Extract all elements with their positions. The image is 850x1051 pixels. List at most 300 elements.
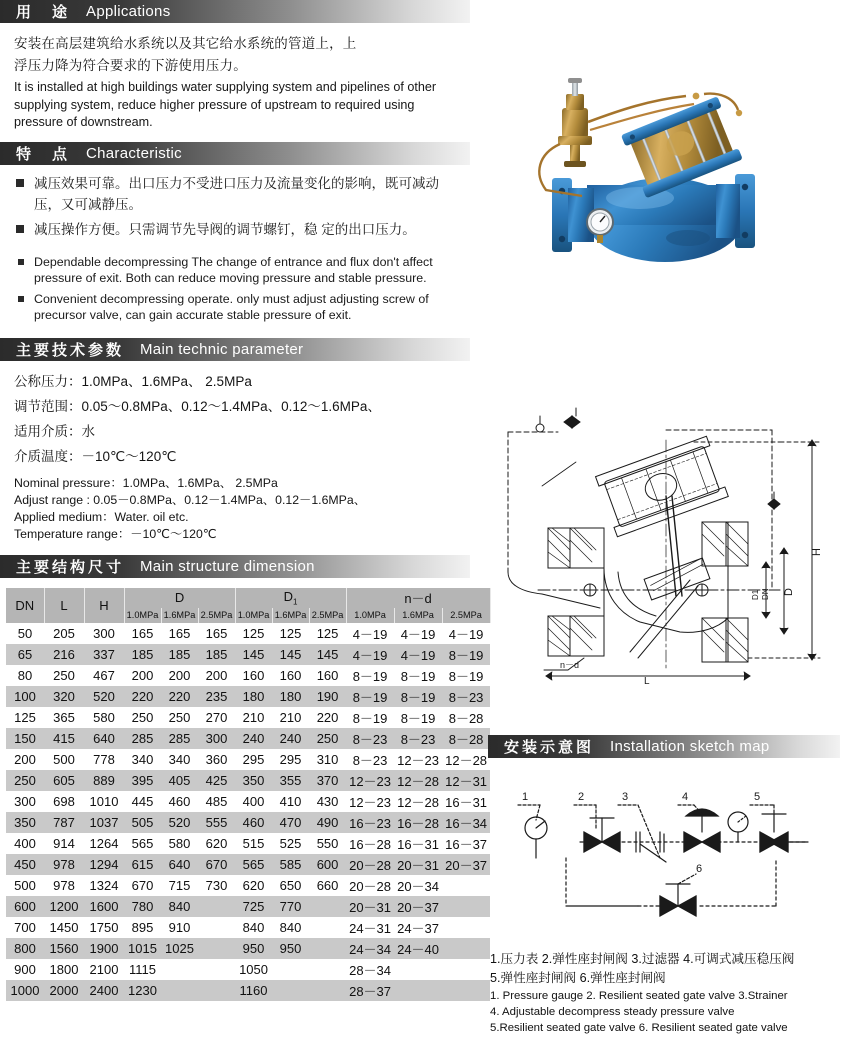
cell-d-2.5mpa: [198, 959, 235, 980]
col-header-d1-p1: 1.0MPa: [235, 608, 272, 623]
characteristic-en-list: [14, 254, 456, 324]
cell-l: 216: [44, 644, 84, 665]
cell-d-1.0mpa: 395: [124, 770, 161, 791]
col-group-d1: [235, 588, 346, 608]
characteristic-body: [0, 173, 470, 324]
cell-l: 320: [44, 686, 84, 707]
col-group-d1-base: D: [283, 588, 294, 604]
cell-d1-1.0mpa: 620: [235, 875, 272, 896]
cell-d-2.5mpa: [198, 917, 235, 938]
table-row: [6, 812, 490, 833]
cell-dn: 500: [6, 875, 44, 896]
cell-dn: 600: [6, 896, 44, 917]
cell-d-2.5mpa: 620: [198, 833, 235, 854]
table-row: [6, 854, 490, 875]
col-group-nd: n－d: [346, 588, 490, 608]
cell-d1-1.0mpa: 145: [235, 644, 272, 665]
legend-en-line2: 4. Adjustable decompress steady pressure valve: [490, 1006, 735, 1018]
section-header-applications: [0, 0, 470, 23]
cell-nd-1.0mpa: 16－23: [346, 812, 394, 833]
section-title-cn: 主要技术参数: [16, 341, 125, 359]
cell-l: 500: [44, 749, 84, 770]
cell-d-1.6mpa: 840: [161, 896, 198, 917]
cell-h: 1037: [84, 812, 124, 833]
cell-nd-2.5mpa: 8－28: [442, 728, 490, 749]
cell-d1-1.6mpa: 210: [272, 707, 309, 728]
legend-en-line1: 1. Pressure gauge 2. Resilient seated gate valve 3.Strainer: [490, 990, 788, 1002]
cell-d1-1.6mpa: 525: [272, 833, 309, 854]
table-row: [6, 980, 490, 1001]
cell-d-1.6mpa: 715: [161, 875, 198, 896]
cell-h: 520: [84, 686, 124, 707]
drawing-label-h: H: [811, 548, 823, 556]
cell-d1-1.6mpa: [272, 959, 309, 980]
cell-d-2.5mpa: 555: [198, 812, 235, 833]
cell-d-1.0mpa: 285: [124, 728, 161, 749]
table-row: [6, 791, 490, 812]
installation-sketch-diagram: [488, 770, 840, 935]
drawing-label-nd: n－d: [560, 660, 580, 670]
cell-dn: 100: [6, 686, 44, 707]
cell-l: 698: [44, 791, 84, 812]
cell-d-1.6mpa: 640: [161, 854, 198, 875]
cell-d-1.0mpa: 895: [124, 917, 161, 938]
cell-d1-1.6mpa: 180: [272, 686, 309, 707]
cell-d-1.6mpa: 460: [161, 791, 198, 812]
sketch-callout-1: 1: [522, 791, 529, 803]
cell-d1-1.6mpa: 355: [272, 770, 309, 791]
cell-dn: 65: [6, 644, 44, 665]
section-header-main-structure: [0, 555, 470, 578]
spec-row: [14, 419, 456, 444]
cell-d-1.6mpa: 220: [161, 686, 198, 707]
section-title-cn: 特 点: [16, 145, 71, 163]
cell-dn: 1000: [6, 980, 44, 1001]
cell-l: 978: [44, 854, 84, 875]
spec-en-row: Temperature range：－10℃～120℃: [14, 526, 217, 541]
cell-h: 889: [84, 770, 124, 791]
col-header-nd-p2: 1.6MPa: [394, 608, 442, 623]
cell-nd-1.0mpa: 16－28: [346, 833, 394, 854]
col-group-d1-sub: 1: [293, 597, 298, 607]
cell-nd-1.0mpa: 24－31: [346, 917, 394, 938]
cell-d1-1.6mpa: 950: [272, 938, 309, 959]
cell-nd-1.6mpa: 16－31: [394, 833, 442, 854]
characteristic-cn-list: [14, 173, 456, 240]
right-column: [470, 0, 850, 1051]
cell-nd-2.5mpa: 8－28: [442, 707, 490, 728]
cell-nd-1.6mpa: 12－28: [394, 770, 442, 791]
col-group-d: D: [124, 588, 235, 608]
cell-l: 787: [44, 812, 84, 833]
cell-nd-1.0mpa: 24－34: [346, 938, 394, 959]
section-header-characteristic: [0, 142, 470, 165]
cell-d1-2.5mpa: [309, 959, 346, 980]
drawing-label-d: D: [783, 588, 795, 596]
cell-h: 1264: [84, 833, 124, 854]
cell-d1-1.6mpa: 410: [272, 791, 309, 812]
sketch-callout-3: 3: [622, 791, 629, 803]
cell-d1-2.5mpa: 430: [309, 791, 346, 812]
cell-nd-1.6mpa: 8－23: [394, 728, 442, 749]
spec-en-row: Applied medium：Water. oil etc.: [14, 509, 189, 524]
table-row: [6, 917, 490, 938]
cell-dn: 900: [6, 959, 44, 980]
cell-d-1.0mpa: 565: [124, 833, 161, 854]
table-row: [6, 959, 490, 980]
table-row: [6, 938, 490, 959]
installation-legend: [490, 950, 845, 1036]
cell-d-1.0mpa: 1115: [124, 959, 161, 980]
cell-nd-2.5mpa: 12－28: [442, 749, 490, 770]
cell-d-2.5mpa: 425: [198, 770, 235, 791]
cell-d1-1.6mpa: 240: [272, 728, 309, 749]
table-row: [6, 623, 490, 644]
cell-nd-1.0mpa: 20－28: [346, 854, 394, 875]
cell-nd-2.5mpa: 8－23: [442, 686, 490, 707]
cell-d-1.0mpa: 220: [124, 686, 161, 707]
applications-cn-line2: 浮压力降为符合要求的下游使用压力。: [14, 58, 247, 73]
drawing-label-dn: DN: [761, 588, 770, 600]
cell-nd-2.5mpa: 20－37: [442, 854, 490, 875]
cell-h: 2400: [84, 980, 124, 1001]
cell-nd-1.6mpa: 12－23: [394, 749, 442, 770]
cell-l: 1800: [44, 959, 84, 980]
cell-d-1.0mpa: 780: [124, 896, 161, 917]
cell-l: 1200: [44, 896, 84, 917]
cell-nd-1.6mpa: 8－19: [394, 707, 442, 728]
cell-d-1.6mpa: 200: [161, 665, 198, 686]
cell-nd-1.6mpa: 12－28: [394, 791, 442, 812]
cell-nd-1.6mpa: 20－34: [394, 875, 442, 896]
section-title-en: Applications: [86, 3, 171, 20]
cell-h: 1294: [84, 854, 124, 875]
cell-h: 1600: [84, 896, 124, 917]
applications-en: It is installed at high buildings water supplying system and pipelines of other supplying system, reduce higher pressure of upstream to required using pressure of downstream.: [14, 80, 437, 129]
cell-d1-1.0mpa: 400: [235, 791, 272, 812]
cell-d-1.6mpa: 250: [161, 707, 198, 728]
section-title-cn: 主要结构尺寸: [16, 558, 125, 576]
table-row: [6, 665, 490, 686]
cell-nd-1.6mpa: [394, 980, 442, 1001]
cell-d-1.0mpa: 1230: [124, 980, 161, 1001]
cell-d-1.6mpa: 285: [161, 728, 198, 749]
cell-d1-1.6mpa: 770: [272, 896, 309, 917]
spec-label: 公称压力：: [14, 373, 82, 389]
cell-nd-1.0mpa: 4－19: [346, 623, 394, 644]
cell-dn: 50: [6, 623, 44, 644]
cell-dn: 800: [6, 938, 44, 959]
cell-dn: 400: [6, 833, 44, 854]
cell-d1-2.5mpa: 490: [309, 812, 346, 833]
list-item: Convenient decompressing operate. only must adjust adjusting screw of precursor valve, can gain accurate stable pressure of exit.: [14, 291, 456, 324]
cell-d1-2.5mpa: 190: [309, 686, 346, 707]
cell-nd-1.6mpa: 8－19: [394, 665, 442, 686]
drawing-label-l: L: [644, 676, 650, 687]
cell-nd-1.6mpa: [394, 959, 442, 980]
cell-d1-1.0mpa: 1050: [235, 959, 272, 980]
cell-d1-2.5mpa: 125: [309, 623, 346, 644]
cell-d-2.5mpa: 730: [198, 875, 235, 896]
cell-nd-2.5mpa: 4－19: [442, 623, 490, 644]
cell-d-1.0mpa: 165: [124, 623, 161, 644]
cell-nd-1.0mpa: 12－23: [346, 770, 394, 791]
cell-d-1.0mpa: 445: [124, 791, 161, 812]
table-row: [6, 686, 490, 707]
table-body: [6, 623, 490, 1001]
cell-d-1.0mpa: 250: [124, 707, 161, 728]
spec-row: [14, 369, 456, 394]
cell-l: 1560: [44, 938, 84, 959]
cell-dn: 700: [6, 917, 44, 938]
cell-dn: 300: [6, 791, 44, 812]
cell-dn: 150: [6, 728, 44, 749]
cell-h: 337: [84, 644, 124, 665]
table-row: [6, 833, 490, 854]
cell-d-2.5mpa: 235: [198, 686, 235, 707]
sketch-callout-6: 6: [696, 863, 703, 875]
spec-en-row: Nominal pressure：1.0MPa、1.6MPa、 2.5MPa: [14, 475, 278, 490]
cell-d1-1.6mpa: 650: [272, 875, 309, 896]
table-row: [6, 749, 490, 770]
cell-nd-1.0mpa: 28－34: [346, 959, 394, 980]
cell-d1-1.6mpa: 470: [272, 812, 309, 833]
spec-row: [14, 394, 456, 419]
table-head: [6, 588, 490, 623]
cell-d1-1.6mpa: [272, 980, 309, 1001]
cell-d1-2.5mpa: [309, 938, 346, 959]
spec-en-row: Adjust range : 0.05－0.8MPa、0.12－1.4MPa、0.12－1.6MPa、: [14, 492, 367, 507]
cell-nd-2.5mpa: 16－34: [442, 812, 490, 833]
cell-h: 1900: [84, 938, 124, 959]
cell-nd-2.5mpa: 8－19: [442, 665, 490, 686]
cell-l: 978: [44, 875, 84, 896]
cell-d-1.6mpa: 340: [161, 749, 198, 770]
spec-label: 调节范围：: [14, 398, 82, 414]
table-row: [6, 896, 490, 917]
spec-value: 水: [81, 423, 95, 439]
cell-d-1.6mpa: 580: [161, 833, 198, 854]
applications-cn: [14, 33, 456, 77]
cell-d1-1.0mpa: 515: [235, 833, 272, 854]
cell-d1-1.0mpa: 350: [235, 770, 272, 791]
cell-nd-1.0mpa: 8－19: [346, 665, 394, 686]
spec-label: 适用介质：: [14, 423, 82, 439]
cell-d-2.5mpa: 670: [198, 854, 235, 875]
section-header-main-technic: [0, 338, 470, 361]
table-row: [6, 875, 490, 896]
cell-d1-2.5mpa: 550: [309, 833, 346, 854]
cell-d-1.6mpa: 165: [161, 623, 198, 644]
cell-d1-2.5mpa: 220: [309, 707, 346, 728]
cell-nd-1.0mpa: 28－37: [346, 980, 394, 1001]
cell-d1-1.6mpa: 125: [272, 623, 309, 644]
cell-d1-2.5mpa: 660: [309, 875, 346, 896]
cell-nd-2.5mpa: 16－31: [442, 791, 490, 812]
cell-nd-1.6mpa: 4－19: [394, 623, 442, 644]
applications-body: [0, 33, 470, 132]
spec-value: 1.0MPa、1.6MPa、 2.5MPa: [81, 373, 252, 389]
cell-d1-1.0mpa: 160: [235, 665, 272, 686]
cell-d1-1.6mpa: 145: [272, 644, 309, 665]
cell-d1-1.0mpa: 210: [235, 707, 272, 728]
cell-h: 2100: [84, 959, 124, 980]
legend-en-line3: 5.Resilient seated gate valve 6. Resilient seated gate valve: [490, 1022, 788, 1034]
cell-d-1.6mpa: [161, 959, 198, 980]
cell-nd-1.0mpa: 4－19: [346, 644, 394, 665]
col-header-d1-p2: 1.6MPa: [272, 608, 309, 623]
cell-l: 1450: [44, 917, 84, 938]
cell-nd-1.0mpa: 8－23: [346, 728, 394, 749]
table-row: [6, 644, 490, 665]
cell-h: 300: [84, 623, 124, 644]
cell-h: 1010: [84, 791, 124, 812]
cell-l: 605: [44, 770, 84, 791]
drawing-label-d1: D1: [751, 589, 760, 600]
spec-row: [14, 444, 456, 469]
cell-nd-1.0mpa: 12－23: [346, 791, 394, 812]
cell-l: 914: [44, 833, 84, 854]
cell-nd-1.6mpa: 20－37: [394, 896, 442, 917]
cell-d-2.5mpa: 300: [198, 728, 235, 749]
cell-d-1.6mpa: [161, 980, 198, 1001]
cell-h: 467: [84, 665, 124, 686]
section-title-cn: 用 途: [16, 4, 71, 21]
section-header-installation: [488, 735, 840, 758]
cell-d1-1.0mpa: 950: [235, 938, 272, 959]
cell-h: 640: [84, 728, 124, 749]
section-title-en: Installation sketch map: [610, 738, 770, 755]
cell-d1-2.5mpa: 145: [309, 644, 346, 665]
sketch-callout-4: 4: [682, 791, 689, 803]
spec-value: －10℃～120℃: [81, 448, 177, 464]
cell-d1-1.6mpa: 295: [272, 749, 309, 770]
cell-nd-1.0mpa: 8－19: [346, 686, 394, 707]
cell-dn: 450: [6, 854, 44, 875]
cell-dn: 80: [6, 665, 44, 686]
cell-d-1.6mpa: 520: [161, 812, 198, 833]
cell-d-1.6mpa: 405: [161, 770, 198, 791]
section-title-en: Characteristic: [86, 144, 182, 162]
cell-d1-1.0mpa: 460: [235, 812, 272, 833]
col-header-d-p3: 2.5MPa: [198, 608, 235, 623]
cell-d1-1.0mpa: 180: [235, 686, 272, 707]
section-title-en: Main technic parameter: [140, 340, 304, 358]
cell-d1-1.0mpa: 840: [235, 917, 272, 938]
cell-d-1.0mpa: 615: [124, 854, 161, 875]
col-header-dn: DN: [6, 588, 44, 623]
cell-d-1.6mpa: 185: [161, 644, 198, 665]
list-item: 减压操作方便。只需调节先导阀的调节螺钉，稳 定的出口压力。: [14, 219, 456, 240]
cell-d-2.5mpa: [198, 896, 235, 917]
cell-d-2.5mpa: 200: [198, 665, 235, 686]
section-title-cn: 安装示意图: [504, 739, 595, 756]
col-header-nd-p3: 2.5MPa: [442, 608, 490, 623]
valve-cross-section-drawing: [480, 400, 840, 690]
dimensions-table: [6, 588, 491, 1001]
col-header-l: L: [44, 588, 84, 623]
cell-l: 205: [44, 623, 84, 644]
cell-l: 365: [44, 707, 84, 728]
cell-d1-1.6mpa: 160: [272, 665, 309, 686]
cell-d1-1.0mpa: 1160: [235, 980, 272, 1001]
col-header-d-p1: 1.0MPa: [124, 608, 161, 623]
col-header-nd-p1: 1.0MPa: [346, 608, 394, 623]
cell-dn: 250: [6, 770, 44, 791]
cell-d-2.5mpa: 485: [198, 791, 235, 812]
cell-nd-2.5mpa: 12－31: [442, 770, 490, 791]
spec-label: 介质温度：: [14, 448, 82, 464]
cell-d1-2.5mpa: 600: [309, 854, 346, 875]
table-row: [6, 728, 490, 749]
cell-d1-2.5mpa: 160: [309, 665, 346, 686]
cell-d-2.5mpa: 360: [198, 749, 235, 770]
list-item: Dependable decompressing The change of entrance and flux don't affect pressure of exit. Both can reduce moving pressure and stable pressure.: [14, 254, 456, 287]
cell-nd-1.0mpa: 20－31: [346, 896, 394, 917]
list-item: 减压效果可靠。出口压力不受进口压力及流量变化的影响，既可减动压，又可减静压。: [14, 173, 456, 215]
valve-product-photo: [490, 70, 840, 280]
cell-l: 415: [44, 728, 84, 749]
cell-h: 1750: [84, 917, 124, 938]
cell-nd-1.6mpa: 20－31: [394, 854, 442, 875]
table-row: [6, 707, 490, 728]
cell-d-1.6mpa: 910: [161, 917, 198, 938]
cell-nd-1.6mpa: 8－19: [394, 686, 442, 707]
cell-h: 580: [84, 707, 124, 728]
cell-d1-2.5mpa: 310: [309, 749, 346, 770]
cell-dn: 125: [6, 707, 44, 728]
col-header-d-p2: 1.6MPa: [161, 608, 198, 623]
spec-value: 0.05～0.8MPa、0.12～1.4MPa、0.12～1.6MPa、: [81, 398, 381, 414]
cell-l: 250: [44, 665, 84, 686]
cell-d-2.5mpa: [198, 980, 235, 1001]
cell-d-2.5mpa: 270: [198, 707, 235, 728]
cell-nd-1.6mpa: 24－40: [394, 938, 442, 959]
cell-d-1.0mpa: 505: [124, 812, 161, 833]
cell-d-1.0mpa: 670: [124, 875, 161, 896]
cell-d-1.0mpa: 185: [124, 644, 161, 665]
cell-nd-1.0mpa: 20－28: [346, 875, 394, 896]
cell-nd-1.6mpa: 16－28: [394, 812, 442, 833]
cell-dn: 200: [6, 749, 44, 770]
cell-d1-2.5mpa: [309, 980, 346, 1001]
col-header-h: H: [84, 588, 124, 623]
legend-cn-line2: 5.弹性座封闸阀 6.弹性座封闸阀: [490, 971, 666, 985]
cell-d1-1.6mpa: 840: [272, 917, 309, 938]
cell-nd-1.0mpa: 8－19: [346, 707, 394, 728]
col-header-d1-p3: 2.5MPa: [309, 608, 346, 623]
cell-d1-1.0mpa: 565: [235, 854, 272, 875]
cell-d-1.0mpa: 1015: [124, 938, 161, 959]
cell-dn: 350: [6, 812, 44, 833]
cell-nd-1.0mpa: 8－23: [346, 749, 394, 770]
cell-nd-1.6mpa: 4－19: [394, 644, 442, 665]
cell-d1-1.0mpa: 295: [235, 749, 272, 770]
cell-l: 2000: [44, 980, 84, 1001]
cell-h: 778: [84, 749, 124, 770]
cell-d1-2.5mpa: [309, 917, 346, 938]
cell-d1-2.5mpa: 370: [309, 770, 346, 791]
cell-d-1.6mpa: 1025: [161, 938, 198, 959]
section-title-en: Main structure dimension: [140, 557, 315, 575]
cell-d-1.0mpa: 200: [124, 665, 161, 686]
cell-d-2.5mpa: 165: [198, 623, 235, 644]
legend-cn-line1: 1.压力表 2.弹性座封闸阀 3.过滤器 4.可调式减压稳压阀: [490, 952, 795, 966]
cell-d-1.0mpa: 340: [124, 749, 161, 770]
cell-d1-1.0mpa: 725: [235, 896, 272, 917]
sketch-callout-2: 2: [578, 791, 585, 803]
cell-d1-2.5mpa: [309, 896, 346, 917]
